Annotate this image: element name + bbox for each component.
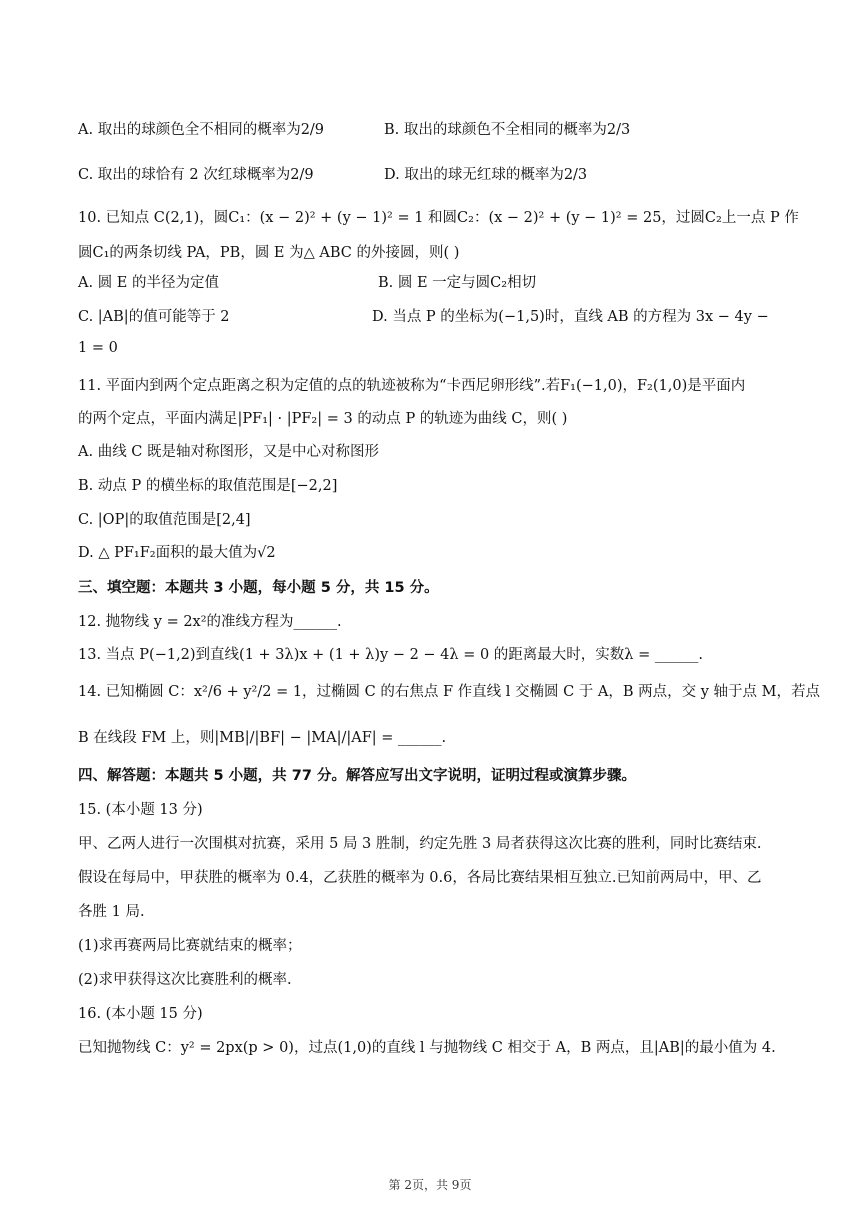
question-10-line2: 圆C₁的两条切线 PA，PB，圆 E 为△ ABC 的外接圆，则( ) (78, 245, 460, 261)
question-15-part1: (1)求再赛两局比赛就结束的概率； (78, 938, 302, 954)
question-11-line2: 的两个定点，平面内满足|PF₁| · |PF₂| = 3 的动点 P 的轨迹为曲线 C，则( ) (78, 411, 568, 427)
option-11b: B. 动点 P 的横坐标的取值范围是[−2,2] (78, 478, 338, 494)
question-15-part2: (2)求甲获得这次比赛胜利的概率. (78, 972, 292, 988)
question-15-line3: 各胜 1 局. (78, 904, 145, 920)
question-16-line1: 已知抛物线 C：y² = 2px(p > 0)，过点(1,0)的直线 l 与抛物线 C 相交于 A，B 两点，且|AB|的最小值为 4. (78, 1040, 776, 1056)
page-footer: 第 2页，共 9页 (388, 1178, 472, 1192)
question-14-line2: B 在线段 FM 上，则|MB|/|BF| − |MA|/|AF| = ______. (78, 730, 447, 746)
question-12: 12. 抛物线 y = 2x²的准线方程为______. (78, 614, 342, 630)
section-heading-fill-blank: 三、填空题：本题共 3 小题，每小题 5 分，共 15 分。 (78, 580, 439, 596)
option-10d-cont: 1 = 0 (78, 340, 118, 356)
question-15-line1: 甲、乙两人进行一次围棋对抗赛，采用 5 局 3 胜制，约定先胜 3 局者获得这次比赛的胜利，同时比赛结束. (78, 836, 762, 852)
question-14-line1: 14. 已知椭圆 C：x²/6 + y²/2 = 1，过椭圆 C 的右焦点 F 作直线 l 交椭圆 C 于 A，B 两点，交 y 轴于点 M，若点 (78, 684, 821, 700)
option-11c: C. |OP|的取值范围是[2,4] (78, 512, 251, 528)
option-9a: A. 取出的球颜色全不相同的概率为2/9 (78, 122, 325, 138)
section-heading-solutions: 四、解答题：本题共 5 小题，共 77 分。解答应写出文字说明，证明过程或演算步骤。 (78, 768, 636, 784)
option-9d: D. 取出的球无红球的概率为2/3 (384, 167, 588, 183)
option-9b: B. 取出的球颜色不全相同的概率为2/3 (384, 122, 631, 138)
option-11d: D. △ PF₁F₂面积的最大值为√2 (78, 545, 276, 561)
question-15-header: 15. (本小题 13 分) (78, 802, 203, 818)
option-9c: C. 取出的球恰有 2 次红球概率为2/9 (78, 167, 314, 183)
question-13: 13. 当点 P(−1,2)到直线(1 + 3λ)x + (1 + λ)y − 2 − 4λ = 0 的距离最大时，实数λ = ______. (78, 647, 703, 663)
option-11a: A. 曲线 C 既是轴对称图形，又是中心对称图形 (78, 444, 380, 460)
option-10b: B. 圆 E 一定与圆C₂相切 (378, 275, 537, 291)
option-10c: C. |AB|的值可能等于 2 (78, 309, 230, 325)
option-10d: D. 当点 P 的坐标为(−1,5)时，直线 AB 的方程为 3x − 4y − (372, 309, 769, 325)
question-16-header: 16. (本小题 15 分) (78, 1006, 203, 1022)
option-10a: A. 圆 E 的半径为定值 (78, 275, 219, 291)
question-11-line1: 11. 平面内到两个定点距离之积为定值的点的轨迹被称为“卡西尼卵形线”.若F₁(−1,0)，F₂(1,0)是平面内 (78, 378, 746, 394)
question-10-line1: 10. 已知点 C(2,1)，圆C₁：(x − 2)² + (y − 1)² = 1 和圆C₂：(x − 2)² + (y − 1)² = 25，过圆C₂上一点 P 作 (78, 210, 799, 226)
question-15-line2: 假设在每局中，甲获胜的概率为 0.4，乙获胜的概率为 0.6，各局比赛结果相互独立.已知前两局中，甲、乙 (78, 870, 762, 886)
